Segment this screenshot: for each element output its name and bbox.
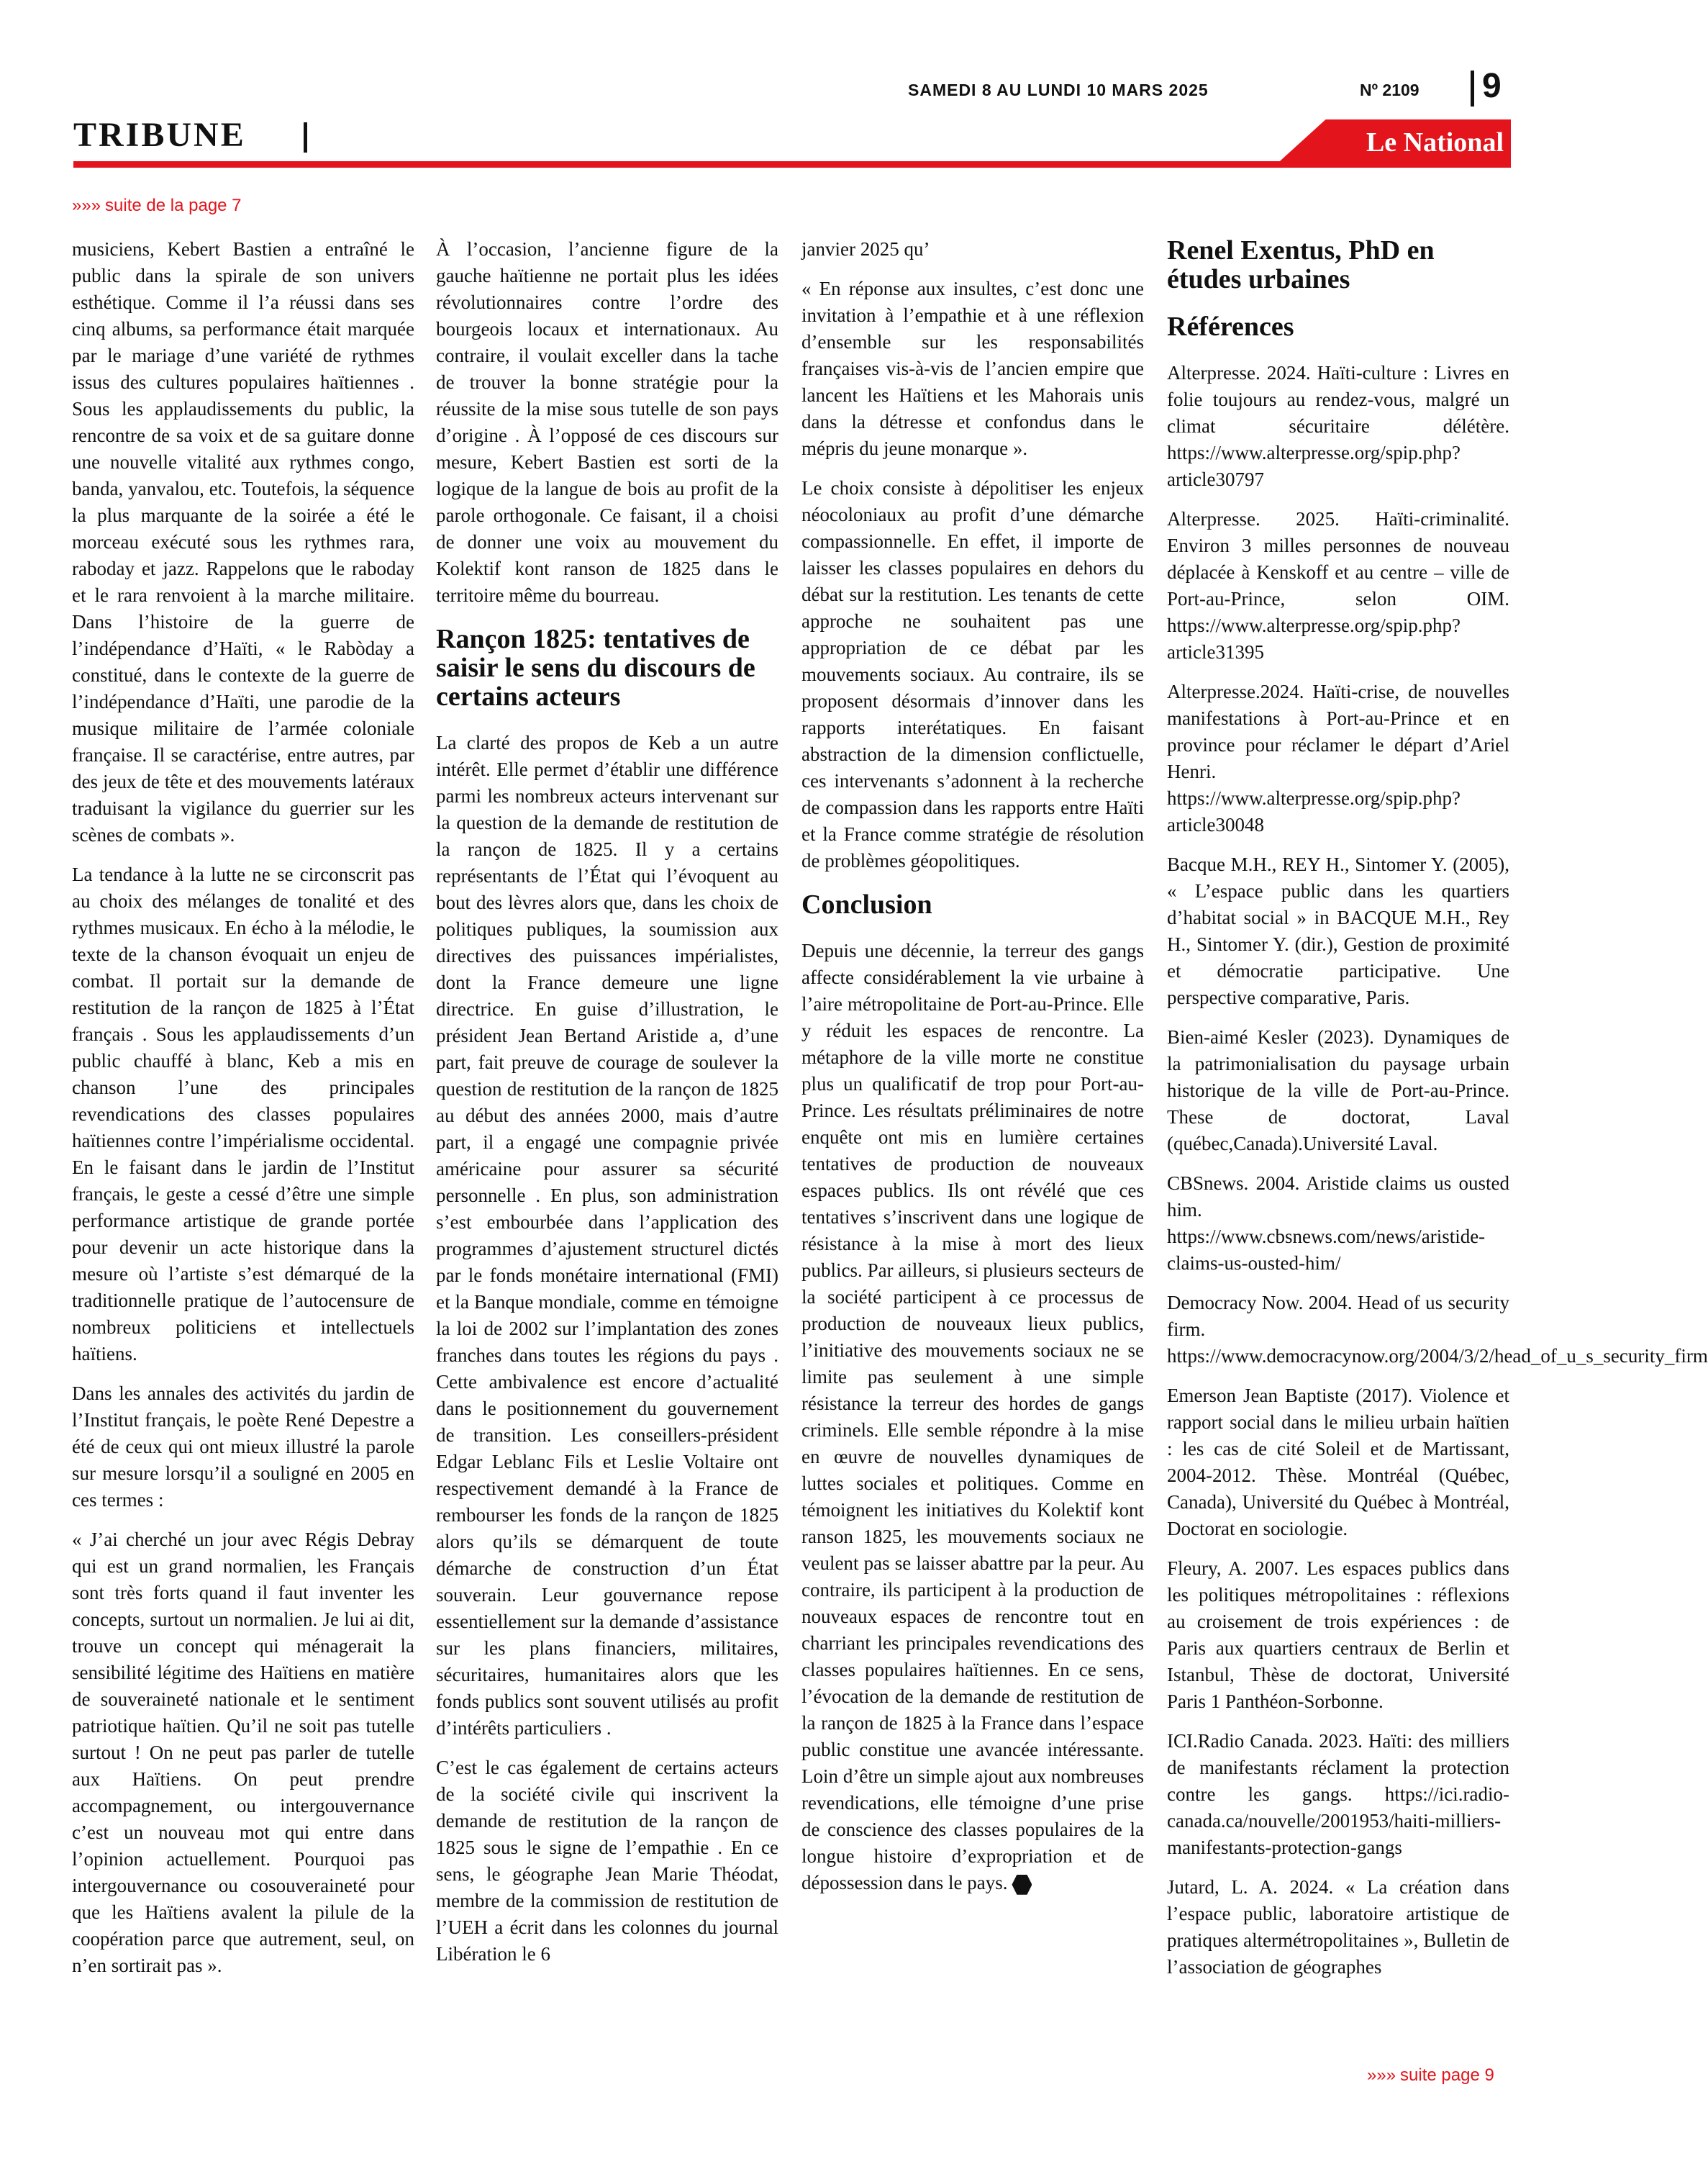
reference-item: Alterpresse. 2024. Haïti-culture : Livres en folie toujours au rendez-vous, malgré un climat sécuritaire délétère. https://www.alterpresse.org/spip.php?article30797 bbox=[1167, 362, 1509, 490]
header-rule bbox=[73, 161, 1511, 168]
article-column-3 bbox=[801, 236, 1144, 1909]
reference-item: Bacque M.H., REY H., Sintomer Y. (2005), « L’espace public dans les quartiers d’habitat social » in BACQUE M.H., Rey H., Sintomer Y. (dir.), Gestion de proximité et démocratie participative. Une perspective comparative, Paris. bbox=[1167, 854, 1509, 1008]
issue-number: Nº 2109 bbox=[1360, 81, 1419, 99]
masthead-divider bbox=[1471, 71, 1474, 107]
paragraph: Dans les annales des activités du jardin de l’Institut français, le poète René Depestre a été de ceux qui ont mieux illustré la parole sur mesure lorsqu’il a souligné en 2005 en ces termes : bbox=[72, 1382, 414, 1511]
conclusion-paragraph bbox=[801, 938, 1144, 1896]
article-column-1 bbox=[72, 236, 414, 1992]
reference-item: Alterpresse.2024. Haïti-crise, de nouvelles manifestations à Port-au-Prince et en province pour réclamer le départ d’Ariel Henri. https://www.alterpresse.org/spip.php?article30048 bbox=[1167, 681, 1509, 836]
paragraph: C’est le cas également de certains acteurs de la société civile qui inscrivent la demande de restitution de la rançon de 1825 sous le signe de l’empathie . En ce sens, le géographe Jean Marie Théodat, membre de la commission de restitution de l’UEH a écrit dans les colonnes du journal Libération le 6 bbox=[436, 1757, 778, 1965]
issue-date: SAMEDI 8 AU LUNDI 10 MARS 2025 bbox=[908, 81, 1209, 99]
end-of-article-icon bbox=[1012, 1875, 1032, 1895]
paragraph: musiciens, Kebert Bastien a entraîné le public dans la spirale de son univers esthétique. Comme il l’a réussi dans ses cinq albums, sa performance était marquée par le mariage d’une variété de rythmes issus des cultures populaires haïtiennes . Sous les applaudissements du public, la rencontre de sa voix et de sa guitare donne une nouvelle vitalité aux rythmes congo, banda, yanvalou, etc. Toutefois, la séquence la plus marquante de la soirée a été le morceau exécuté sous les rythmes rara, raboday et jazz. Rappelons que le raboday et le rara renvoient à la marche militaire. Dans l’histoire de la guerre de l’indépendance d’Haïti, « le Rabòday a constitué, dans le contexte de la guerre de l’indépendance d’Haïti, une parodie de la musique militaire de l’armée coloniale française. Il se caractérise, entre autres, par des jeux de tête et des mouvements latéraux traduisant la vigilance du guerrier sur les scènes de combats ». bbox=[72, 238, 414, 846]
conclusion-heading: Conclusion bbox=[801, 890, 932, 920]
continued-arrows-icon: »»» bbox=[1367, 2065, 1396, 2085]
continued-from bbox=[72, 196, 242, 216]
continued-arrows-icon: »»» bbox=[72, 196, 101, 215]
author-signature: Renel Exentus, PhD en études urbaines bbox=[1167, 235, 1435, 294]
paragraph: La tendance à la lutte ne se circonscrit pas au choix des mélanges de tonalité et des rythmes musicaux. En écho à la mélodie, le texte de la chanson évoquait un enjeu de combat. Il portait sur la demande de restitution de la rançon de 1825 à l’État français . Sous les applaudissements d’un public chauffé à blanc, Keb a mis en chanson l’une des principales revendications des classes populaires haïtiennes contre l’impérialisme occidental. En le faisant dans le jardin de l’Institut français, le geste a cessé d’être une simple performance artistique de grande portée pour devenir un acte historique dans la mesure où l’artiste s’est démarqué de la traditionnelle pratique de l’autocensure de nombreux politiciens et intellectuels haïtiens. bbox=[72, 864, 414, 1364]
paragraph: La clarté des propos de Keb a un autre intérêt. Elle permet d’établir une différence parmi les nombreux acteurs intervenant sur la question de la demande de restitution de la rançon de 1825. Il y a certains représentants de l’État qui l’évoquent au bout des lèvres alors que, dans les choix de politiques publiques, la soumission aux directives des puissances impérialistes, dont la France demeure une ligne directrice. En guise d’illustration, le président Jean Bertand Aristide a, d’une part, fait preuve de courage de soulever la question de restitution de la rançon de 1825 au début des années 2000, mais d’autre part, il a engagé une compagnie privée américaine pour assurer sa sécurité personnelle . En plus, son administration s’est embourbée dans l’application des programmes d’ajustement structurel dictés par le fonds monétaire international (FMI) et la Banque mondiale, comme en témoigne la loi de 2002 sur l’implantation des zones franches dans toutes les régions du pays . Cette ambivalence est encore d’actualité dans le positionnement du gouvernement de transition. Les conseillers-président Edgar Leblanc Fils et Leslie Voltaire ont respectivement demandé à la France de rembourser les fonds de la rançon de 1825 alors qu’ils se démarquent de toute démarche de construction d’un État souverain. Leur gouvernance repose essentiellement sur la demande d’assistance sur les plans financiers, militaires, sécuritaires, humanitaires alors que les fonds publics sont souvent utilisés au profit d’intérêts particuliers . bbox=[436, 732, 778, 1739]
continued-from-text: suite de la page 7 bbox=[105, 196, 242, 215]
quote-paragraph: « J’ai cherché un jour avec Régis Debray qui est un grand normalien, les Français sont très forts quand il faut inventer les concepts, surtout un normalien. Je lui ai dit, trouve un concept qui ménagerait la sensibilité légitime des Haïtiens en matière de souveraineté nationale et le sentiment patriotique haïtien. Qu’il ne soit pas tutelle surtout ! On ne peut pas parler de tutelle aux Haïtiens. On peut prendre accompagnement, ou intergouvernance c’est un nouveau mot qui entre dans l’opinion actuellement. Pourquoi pas intergouvernance ou cosouveraineté pour que les Haïtiens avalent la pilule de la coopération parce que autrement, seul, on n’en sortirait pas ». bbox=[72, 1529, 414, 1976]
reference-item: Fleury, A. 2007. Les espaces publics dans les politiques métropolitaines : réflexions au croisement de trois expériences : de Paris aux quartiers centraux de Berlin et Istanbul, Thèse de doctorat, Université Paris 1 Panthéon-Sorbonne. bbox=[1167, 1557, 1509, 1712]
section-divider bbox=[304, 122, 307, 153]
newspaper-name: Le National bbox=[1366, 127, 1504, 158]
continued-to-text: suite page 9 bbox=[1400, 2065, 1494, 2085]
conclusion-text: Depuis une décennie, la terreur des gangs affecte considérablement la vie urbaine à l’aire métropolitaine de Port-au-Prince. Elle y réduit les espaces de rencontre. La métaphore de la ville morte ne constitue plus un qualificatif de trop pour Port-au-Prince. Les résultats préliminaires de notre enquête ont mis en lumière certaines tentatives de production de nouveaux espaces publics. Ils ont révélé que ces tentatives s’inscrivent dans une logique de résistance à la mise à mort des lieux publics. Par ailleurs, si plusieurs secteurs de la société participent à ce processus de production de nouveaux lieux publics, l’initiative des mouvements sociaux ne se limite pas seulement à une simple résistance la terreur des hordes de gangs criminels. Elle semble répondre à la mise en œuvre de nouvelles dynamiques de luttes sociales et politiques. Comme en témoignent les initiatives du Kolektif kont ranson 1825, les mouvements sociaux ne veulent pas se laisser abattre par la peur. Au contraire, ils participent à la production de nouveaux espaces de rencontre tout en charriant les principales revendications des classes populaires haïtiennes. En ce sens, l’évocation de la demande de restitution de la rançon de 1825 à la France dans l’espace public constitue une avancée intéressante. Loin d’être un simple ajout aux nombreuses revendications, elle témoigne d’une prise de conscience des classes populaires de la longue histoire d’expropriation et de dépossession dans le pays. bbox=[801, 940, 1144, 1893]
reference-item: Bien-aimé Kesler (2023). Dynamiques de la patrimonialisation du paysage urbain historique de la ville de Port-au-Prince. These de doctorat, Laval (québec,Canada).Université Laval. bbox=[1167, 1026, 1509, 1154]
reference-item: Emerson Jean Baptiste (2017). Violence et rapport social dans le milieu urbain haïtien : les cas de cité Soleil et de Martissant, 2004-2012. Thèse. Montréal (Québec, Canada), Université du Québec à Montréal, Doctorat en sociologie. bbox=[1167, 1385, 1509, 1539]
reference-item: Alterpresse. 2025. Haïti-criminalité. Environ 3 milles personnes de nouveau déplacée à Kenskoff et au centre – ville de Port-au-Prince, selon OIM. https://www.alterpresse.org/spip.php?article31395 bbox=[1167, 508, 1509, 663]
article-column-4 bbox=[1167, 235, 1708, 1993]
paragraph: À l’occasion, l’ancienne figure de la gauche haïtienne ne portait plus les idées révolutionnaires contre l’ordre des bourgeois locaux et internationaux. Au contraire, il voulait exceller dans la tache de trouver la bonne stratégie pour la réussite de la mise sous tutelle de son pays d’origine . À l’opposé de ces discours sur mesure, Kebert Bastien est sorti de la logique de la langue de bois au profit de la parole orthogonale. Ce faisant, il a choisi de donner une voix au mouvement du Kolektif kont ranson de 1825 dans le territoire même du bourreau. bbox=[436, 238, 778, 606]
reference-item: Jutard, L. A. 2024. « La création dans l’espace public, laboratoire artistique de pratiques altermétropolitaines », Bulletin de l’association de géographes bbox=[1167, 1876, 1509, 1978]
article-column-2 bbox=[436, 236, 778, 1981]
references-heading: Références bbox=[1167, 312, 1294, 342]
section-heading: Rançon 1825: tentatives de saisir le sens du discours de certains acteurs bbox=[436, 624, 755, 712]
reference-item: Democracy Now. 2004. Head of us security firm. https://www.democracynow.org/2004/3/2/head_of_u_s_security_firm bbox=[1167, 1292, 1708, 1367]
continued-to bbox=[1367, 2065, 1494, 2086]
paragraph: Le choix consiste à dépolitiser les enjeux néocoloniaux au profit d’une démarche compassionnelle. En effet, il importe de laisser les classes populaires en dehors du débat sur la restitution. Les tenants de cette approche ne souhaitent pas une appropriation de ce débat par les mouvements sociaux. Au contraire, ils se proposent désormais d’innover dans les rapports interétatiques. En faisant abstraction de la dimension conflictuelle, ces intervenants s’adonnent à la recherche de compassion dans les rapports entre Haïti et la France comme stratégie de résolution de problèmes géopolitiques. bbox=[801, 477, 1144, 872]
reference-item: ICI.Radio Canada. 2023. Haïti: des milliers de manifestants réclament la protection contre les gangs. https://ici.radio-canada.ca/nouvelle/2001953/haiti-milliers-manifestants-protection-gangs bbox=[1167, 1730, 1509, 1858]
page-number: 9 bbox=[1482, 67, 1502, 105]
quote-paragraph: « En réponse aux insultes, c’est donc une invitation à l’empathie et à une réflexion d’ensemble sur les responsabilités françaises vis-à-vis de l’ancien empire que lancent les Haïtiens et les Mahorais unis dans la détresse et confondus dans le mépris du jeune monarque ». bbox=[801, 278, 1144, 459]
reference-item: CBSnews. 2004. Aristide claims us ousted him. https://www.cbsnews.com/news/aristide-claims-us-ousted-him/ bbox=[1167, 1172, 1509, 1274]
paragraph: janvier 2025 qu’ bbox=[801, 238, 930, 260]
section-title: TRIBUNE bbox=[73, 116, 246, 154]
